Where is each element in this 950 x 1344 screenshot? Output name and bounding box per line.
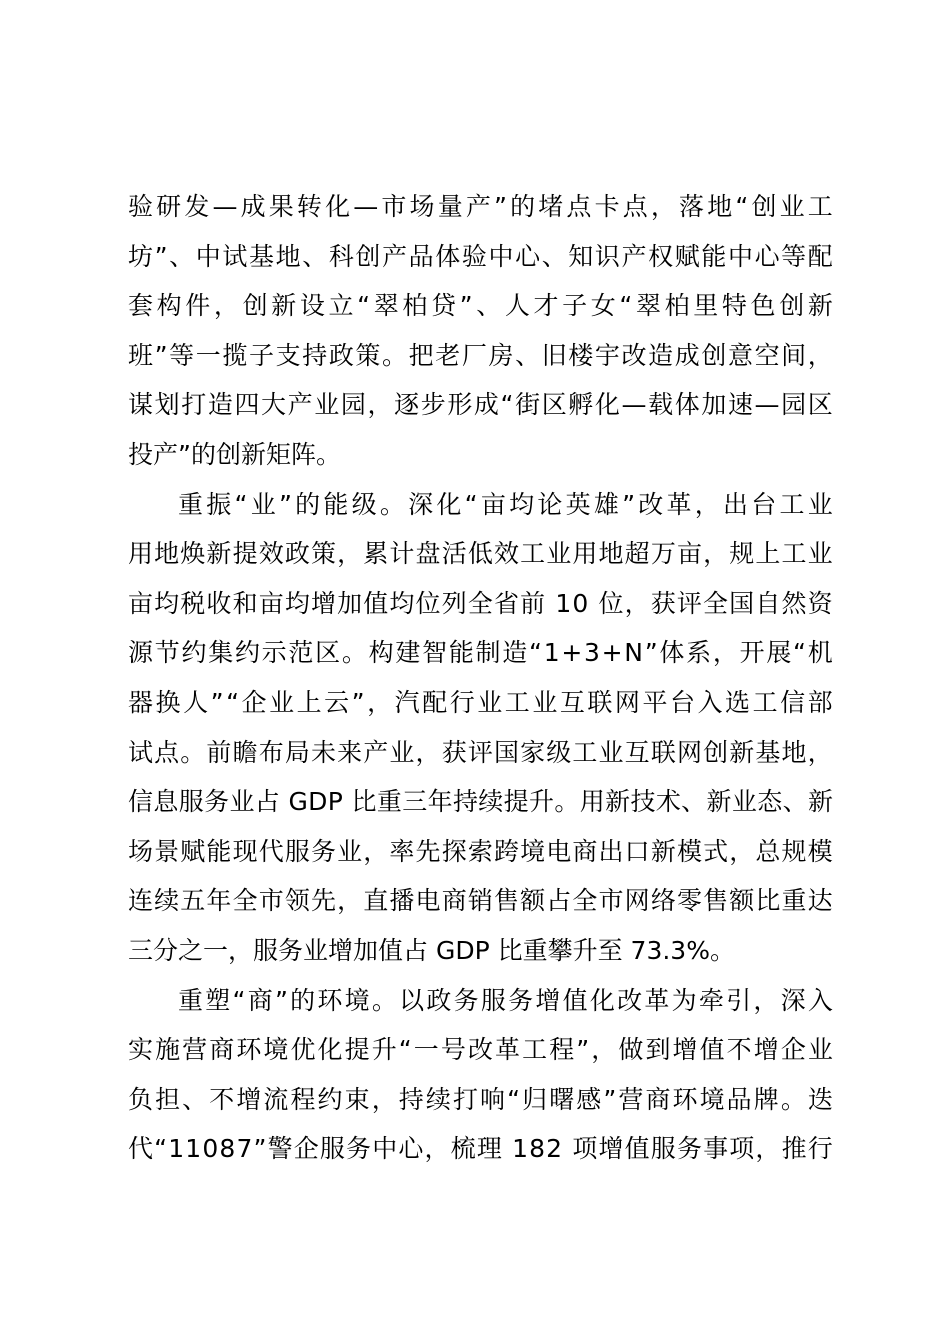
text-line: 亩 均 税 收 和 亩 均 增 加 值 均 位 列 全 省 前 1 0 位 ， 获 评 全 国 自 然 资 [128,588,833,618]
text-line: 连 续 五 年 全 市 领 先 ， 直 播 电 商 销 售 额 占 全 市 网 络 零 售 额 比 重 达 [128,886,833,916]
text-line: 信 息 服 务 业 占 G D P 比 重 三 年 持 续 提 升 。 用 新 技 术 、 新 业 态 、 新 [128,787,833,817]
text-line: 三分之一，服务业增加值占 GDP 比重攀升至 73.3%。 [128,935,735,965]
text-line: 代 “ 1 1 0 8 7 ” 警 企 服 务 中 心 ， 梳 理 1 8 2 项 增 值 服 务 事 项 ， 推 行 [128,1134,833,1164]
text-line: 实 施 营 商 环 境 优 化 提 升 “ 一 号 改 革 工 程 ” ， 做 到 增 值 不 增 企 业 [128,1035,833,1065]
text-line: 坊 ” 、 中 试 基 地 、 科 创 产 品 体 验 中 心 、 知 识 产 权 赋 能 中 心 等 配 [128,241,833,271]
text-line: 场 景 赋 能 现 代 服 务 业 ， 率 先 探 索 跨 境 电 商 出 口 新 模 式 ， 总 规 模 [128,836,833,866]
text-line: 班 ” 等 一 揽 子 支 持 政 策 。 把 老 厂 房 、 旧 楼 宇 改 造 成 创 意 空 间 ， [128,340,833,370]
body-text [128,182,833,1174]
text-line: 投产”的创新矩阵。 [128,439,341,469]
text-line: 试 点 。 前 瞻 布 局 未 来 产 业 ， 获 评 国 家 级 工 业 互 联 网 创 新 基 地 ， [128,737,833,767]
text-line: 器 换 人 ” “ 企 业 上 云 ” ， 汽 配 行 业 工 业 互 联 网 平 台 入 选 工 信 部 [128,687,833,717]
text-line: 负 担 、 不 增 流 程 约 束 ， 持 续 打 响 “ 归 曙 感 ” 营 商 环 境 品 牌 。 迭 [128,1084,833,1114]
text-line: 用 地 焕 新 提 效 政 策 ， 累 计 盘 活 低 效 工 业 用 地 超 万 亩 ， 规 上 工 业 [128,539,833,569]
text-line: 套 构 件 ， 创 新 设 立 “ 翠 柏 贷 ” 、 人 才 子 女 “ 翠 柏 里 特 色 创 新 [128,291,833,321]
paragraph-start-line: 重 塑 “ 商 ” 的 环 境 。 以 政 务 服 务 增 值 化 改 革 为 牵 引 ， 深 入 [178,985,833,1015]
text-line: 谋 划 打 造 四 大 产 业 园 ， 逐 步 形 成 “ 街 区 孵 化 — 载 体 加 速 — 园 区 [128,390,833,420]
text-line: 验 研 发 — 成 果 转 化 — 市 场 量 产 ” 的 堵 点 卡 点 ， 落 地 “ 创 业 工 [128,192,833,221]
text-line: 源 节 约 集 约 示 范 区 。 构 建 智 能 制 造 “ 1 + 3 + N ” 体 系 ， 开 展 “ 机 [128,638,833,668]
paragraph-start-line: 重 振 “ 业 ” 的 能 级 。 深 化 “ 亩 均 论 英 雄 ” 改 革 ， 出 台 工 业 [178,489,833,519]
